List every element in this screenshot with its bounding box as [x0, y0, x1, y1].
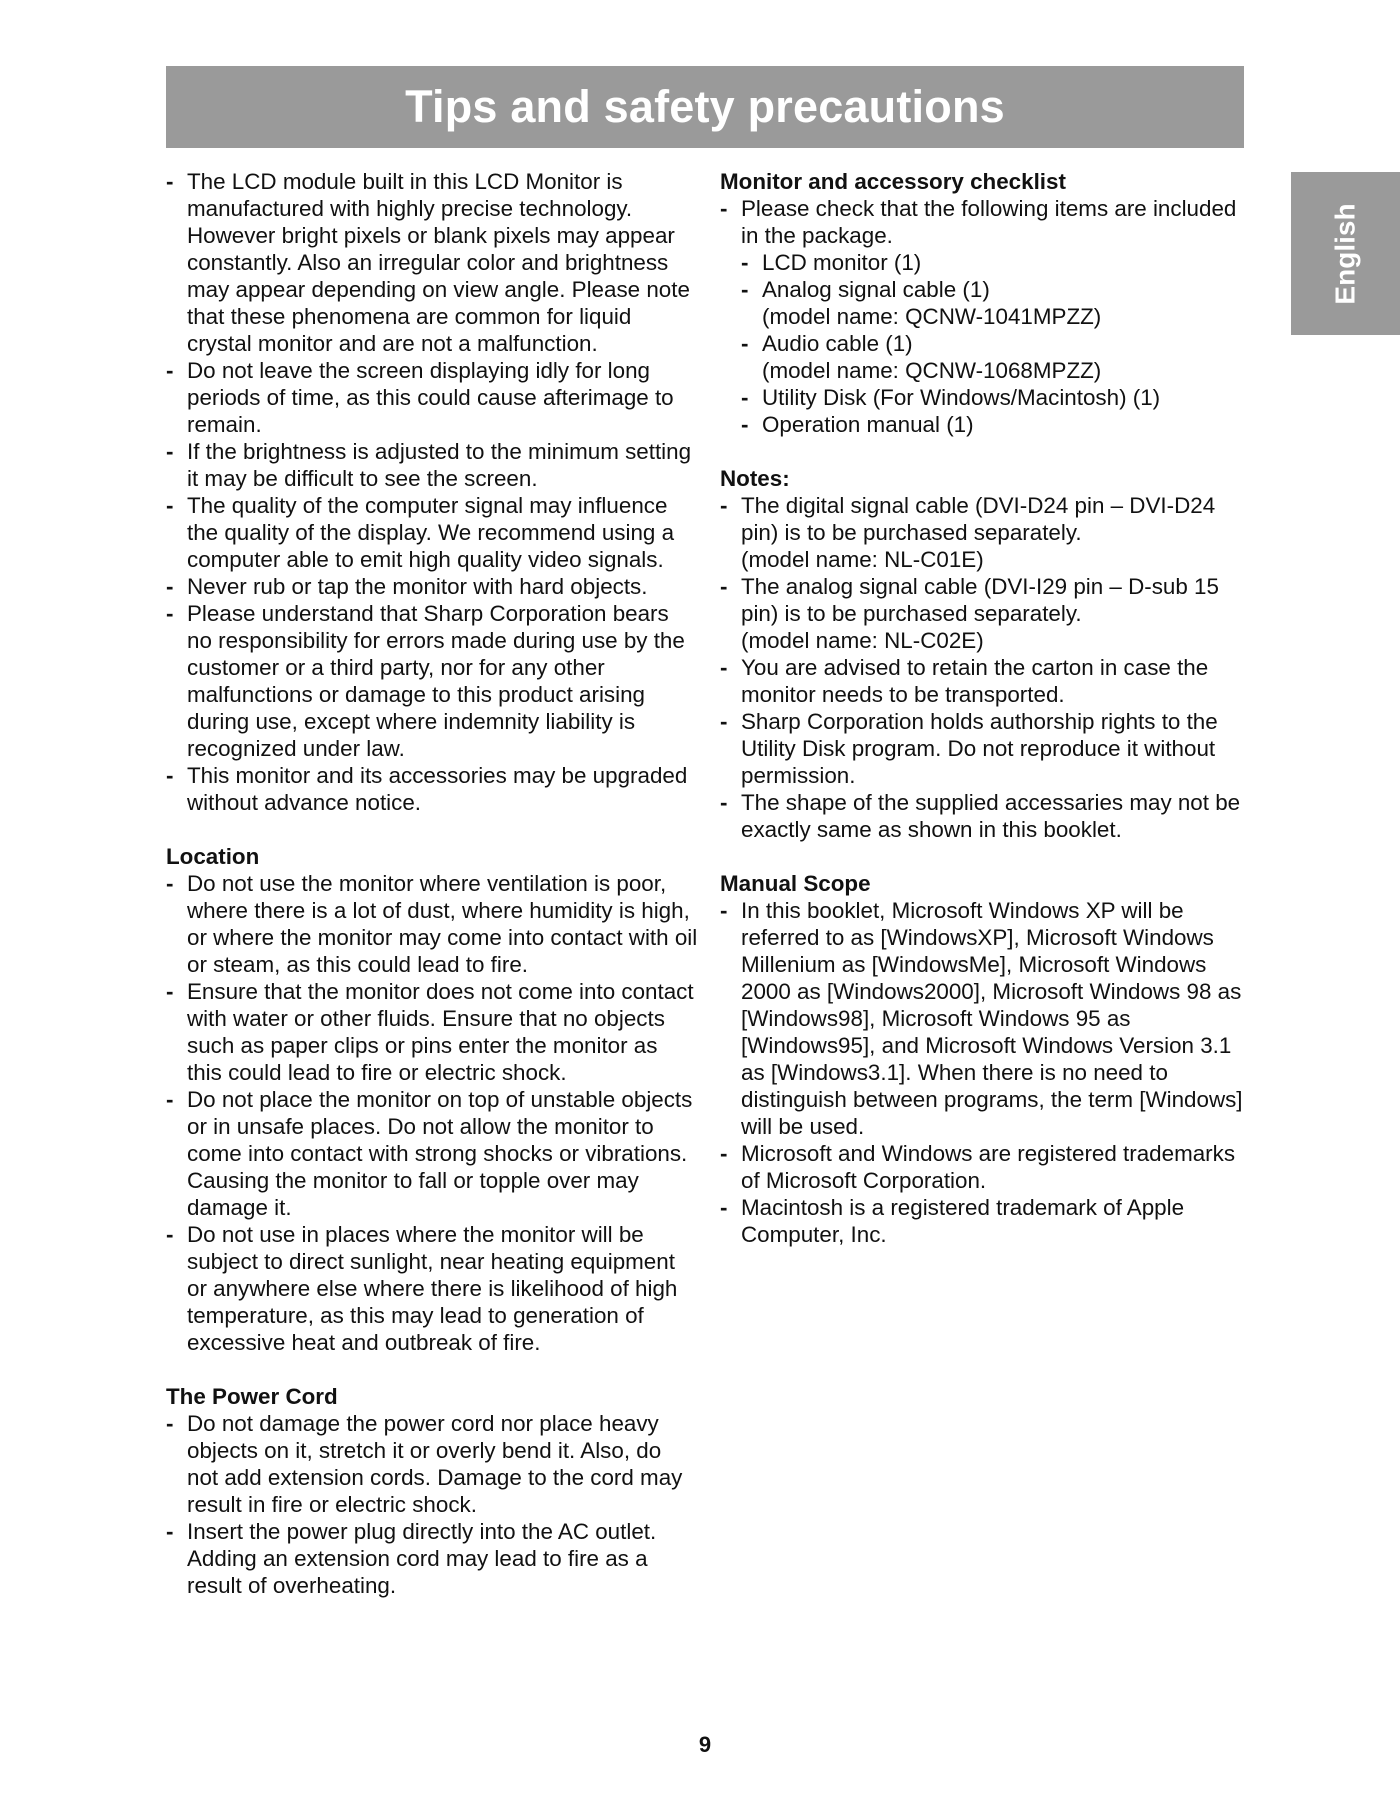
- checklist-item: [741, 249, 1248, 276]
- checklist-item-name: - Analog signal cable (1): [762, 277, 990, 302]
- note-text: - You are advised to retain the carton in case the monitor needs to be transported.: [741, 655, 1209, 707]
- list-item: - If the brightness is adjusted to the minimum setting it may be difficult to see the screen.: [166, 438, 698, 492]
- checklist-item-name: - Audio cable (1): [762, 331, 913, 356]
- list-item: [720, 789, 1248, 843]
- notes-heading: Notes:: [720, 466, 790, 491]
- checklist-item-name: - Operation manual (1): [762, 412, 974, 437]
- list-item: - Do not damage the power cord nor place heavy objects on it, stretch it or overly bend it. Also, do not add extension cords. Damage to the cord may result in fire or electric shock.: [166, 1410, 698, 1518]
- intro-list: [166, 168, 698, 816]
- list-item: [720, 654, 1248, 708]
- manual-scope-heading: Manual Scope: [720, 871, 871, 896]
- language-tab: [1291, 172, 1400, 335]
- checklist-item-name: - LCD monitor (1): [762, 250, 922, 275]
- checklist-items: [741, 249, 1248, 438]
- list-item: - Please understand that Sharp Corporation bears no responsibility for errors made during use by the customer or a third party, nor for any other malfunctions or damage to this product arising during use, except where indemnity liability is recognized under law.: [166, 600, 698, 762]
- left-column: [166, 168, 698, 1626]
- location-section: [166, 843, 698, 1356]
- page-title: Tips and safety precautions: [405, 81, 1005, 132]
- note-text: - The digital signal cable (DVI-D24 pin – DVI-D24 pin) is to be purchased separately.: [741, 493, 1216, 545]
- location-list: [166, 870, 698, 1356]
- checklist-item: [741, 276, 1248, 330]
- checklist-item: [741, 330, 1248, 384]
- power-cord-heading: The Power Cord: [166, 1384, 338, 1409]
- list-item: - Do not use in places where the monitor will be subject to direct sunlight, near heating equipment or anywhere else where there is likelihood of high temperature, as this may lead to generation of excessive heat and outbreak of fire.: [166, 1221, 698, 1356]
- list-item: - Insert the power plug directly into the AC outlet. Adding an extension cord may lead to fire as a result of overheating.: [166, 1518, 698, 1599]
- checklist-intro-text: - Please check that the following items are included in the package.: [741, 196, 1237, 248]
- note-text: - Sharp Corporation holds authorship rights to the Utility Disk program. Do not reproduce it without permission.: [741, 709, 1218, 788]
- list-item: - Ensure that the monitor does not come into contact with water or other fluids. Ensure that no objects such as paper clips or pins enter the monitor as this could lead to fire or electric shock.: [166, 978, 698, 1086]
- checklist-item: [741, 411, 1248, 438]
- notes-section: [720, 465, 1248, 843]
- power-cord-list: [166, 1410, 698, 1599]
- location-heading: Location: [166, 844, 260, 869]
- list-item: [720, 573, 1248, 654]
- list-item: - Do not place the monitor on top of unstable objects or in unsafe places. Do not allow the monitor to come into contact with strong shocks or vibrations. Causing the monitor to fall or topple over may damage it.: [166, 1086, 698, 1221]
- note-model: (model name: NL-C01E): [741, 547, 984, 572]
- checklist-item-name: - Utility Disk (For Windows/Macintosh) (1): [762, 385, 1161, 410]
- checklist-item: [741, 384, 1248, 411]
- checklist-item-model: (model name: QCNW-1041MPZZ): [762, 304, 1102, 329]
- list-item: - The LCD module built in this LCD Monitor is manufactured with highly precise technology. However bright pixels or blank pixels may appear constantly. Also an irregular color and brightness may appear depending on view angle. Please note that these phenomena are common for liquid crystal monitor and are not a malfunction.: [166, 168, 698, 357]
- list-item: [720, 492, 1248, 573]
- power-cord-section: [166, 1383, 698, 1599]
- right-column: [720, 168, 1248, 1275]
- list-item: - Microsoft and Windows are registered trademarks of Microsoft Corporation.: [720, 1140, 1248, 1194]
- page-number: 9: [698, 1732, 712, 1757]
- checklist-list: [720, 195, 1248, 438]
- list-item: - The quality of the computer signal may influence the quality of the display. We recommend using a computer able to emit high quality video signals.: [166, 492, 698, 573]
- note-text: - The analog signal cable (DVI-I29 pin – D-sub 15 pin) is to be purchased separately.: [741, 574, 1219, 626]
- checklist-section: [720, 168, 1248, 438]
- intro-section: [166, 168, 698, 816]
- manual-scope-section: [720, 870, 1248, 1248]
- manual-scope-list: [720, 897, 1248, 1248]
- list-item: [720, 708, 1248, 789]
- checklist-heading: Monitor and accessory checklist: [720, 169, 1066, 194]
- language-tab-label: English: [1329, 202, 1361, 305]
- notes-list: [720, 492, 1248, 843]
- note-text: - The shape of the supplied accessaries may not be exactly same as shown in this booklet.: [741, 790, 1241, 842]
- list-item: - Never rub or tap the monitor with hard objects.: [166, 573, 698, 600]
- checklist-intro: [720, 195, 1248, 438]
- title-banner: [166, 66, 1244, 148]
- list-item: - Macintosh is a registered trademark of Apple Computer, Inc.: [720, 1194, 1248, 1248]
- list-item: - Do not leave the screen displaying idly for long periods of time, as this could cause afterimage to remain.: [166, 357, 698, 438]
- list-item: - Do not use the monitor where ventilation is poor, where there is a lot of dust, where humidity is high, or where the monitor may come into contact with oil or steam, as this could lead to fire.: [166, 870, 698, 978]
- note-model: (model name: NL-C02E): [741, 628, 984, 653]
- list-item: - This monitor and its accessories may be upgraded without advance notice.: [166, 762, 698, 816]
- list-item: - In this booklet, Microsoft Windows XP will be referred to as [WindowsXP], Microsoft Windows Millenium as [WindowsMe], Microsoft Windows 2000 as [Windows2000], Microsoft Windows 98 as [Windows98], Microsoft Windows 95 as [Windows95], and Microsoft Windows Version 3.1 as [Windows3.1]. When there is no need to distinguish between programs, the term [Windows] will be used.: [720, 897, 1248, 1140]
- checklist-item-model: (model name: QCNW-1068MPZZ): [762, 358, 1102, 383]
